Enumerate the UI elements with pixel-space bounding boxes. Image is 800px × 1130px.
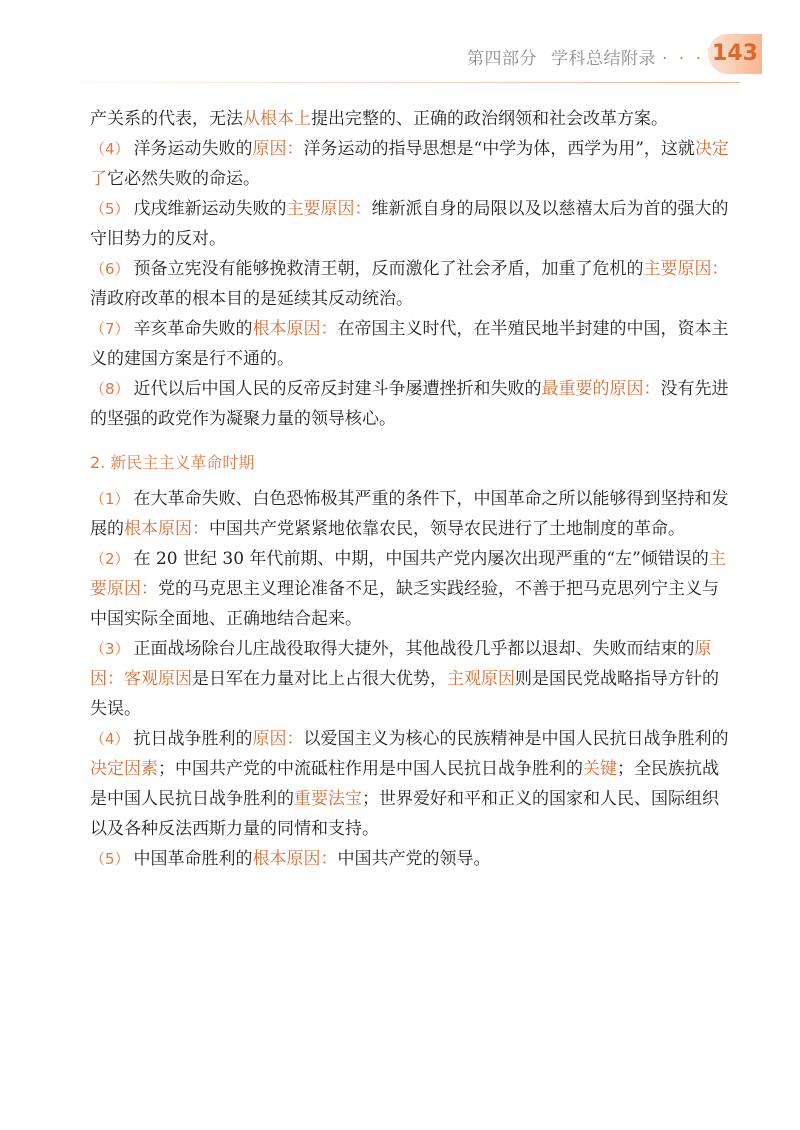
list-item-1: （1） 在大革命失败、白色恐怖极其严重的条件下，中国革命之所以能够得到坚持和发展的根本原因：中国共产党紧紧地依靠农民，领导农民进行了土地制度的革命。 [90, 489, 729, 539]
list-item-4b: （4） 抗日战争胜利的原因：以爱国主义为核心的民族精神是中国人民抗日战争胜利的决定因素；中国共产党的中流砥柱作用是中国人民抗日战争胜利的关键；全民族抗战是中国人民抗日战争胜利的重要法宝；世界爱好和平和正义的国家和人民、国际组织以及各种反法西斯力量的同情和支持。 [90, 729, 729, 839]
header-divider [40, 82, 740, 83]
highlight-term: 根本原因： [252, 319, 338, 339]
list-item-5: （5） 戊戌维新运动失败的主要原因：维新派自身的局限以及以慈禧太后为首的强大的守旧势力的反对。 [90, 199, 729, 249]
highlight-term: 根本原因： [252, 849, 338, 869]
item-number: （7） [90, 320, 130, 338]
highlight-term: 根本原因： [124, 519, 209, 539]
item-number: （3） [90, 640, 130, 658]
list-item-3: （3） 正面战场除台儿庄战役取得大捷外，其他战役几乎都以退却、失败而结束的原因：客观原因是日军在力量对比上占很大优势，主观原因则是国民党战略指导方针的失误。 [90, 639, 719, 719]
list-item-6: （6） 预备立宪没有能够挽救清王朝，反而激化了社会矛盾，加重了危机的主要原因：清政府改革的根本目的是延续其反动统治。 [90, 259, 729, 309]
highlight-term: 重要法宝 [294, 789, 362, 809]
highlight-term: 决定因素 [90, 759, 158, 779]
item-number: （5） [90, 200, 130, 218]
intro-paragraph: 产关系的代表，无法从根本上提出完整的、正确的政治纲领和社会改革方案。 [90, 109, 668, 129]
header-subsection: 学科总结附录 [550, 49, 656, 69]
running-header [467, 44, 704, 69]
page-header [0, 30, 800, 86]
highlight-term: 原因： [252, 139, 304, 159]
list-item-2: （2） 在 20 世纪 30 年代前期、中期，中国共产党内屡次出现严重的“左”倾错误的主要原因：党的马克思主义理论准备不足，缺乏实践经验，不善于把马克思列宁主义与中国实际全面地、正确地结合起来。 [90, 549, 726, 629]
item-number: （4） [90, 140, 130, 158]
item-number: （2） [90, 550, 130, 568]
highlight-term: 最重要的原因： [541, 379, 661, 399]
highlight-term: 原因： [252, 729, 304, 749]
highlight-term: 从根本上 [243, 109, 311, 129]
item-number: （4） [90, 730, 130, 748]
highlight-term: 主观原因 [447, 669, 515, 689]
list-item-4: （4） 洋务运动失败的原因：洋务运动的指导思想是“中学为体，西学为用”，这就决定了它必然失败的命运。 [90, 139, 729, 189]
highlight-term: 关键 [583, 759, 617, 779]
section-heading: 2. 新民主主义革命时期 [90, 453, 255, 472]
highlight-term: 客观原因 [124, 669, 192, 689]
highlight-term: 原因： [90, 639, 712, 689]
header-section: 第四部分 [466, 49, 537, 69]
list-item-8: （8） 近代以后中国人民的反帝反封建斗争屡遭挫折和失败的最重要的原因：没有先进的坚强的政党作为凝聚力量的领导核心。 [90, 379, 729, 429]
highlight-term: 决定了 [90, 139, 729, 189]
item-number: （6） [90, 260, 130, 278]
page-number: 143 [708, 34, 762, 74]
highlight-term: 主要原因： [90, 549, 726, 599]
item-number: （1） [90, 490, 130, 508]
list-item-7: （7） 辛亥革命失败的根本原因：在帝国主义时代，在半殖民地半封建的中国，资本主义的建国方案是行不通的。 [90, 319, 729, 369]
highlight-term: 主要原因： [643, 259, 729, 279]
page-body [90, 104, 730, 874]
highlight-term: 主要原因： [286, 199, 372, 219]
list-item-5b: （5） 中国革命胜利的根本原因：中国共产党的领导。 [90, 849, 491, 869]
item-number: （5） [90, 850, 130, 868]
header-dots: · · · [661, 49, 704, 69]
item-number: （8） [90, 380, 130, 398]
